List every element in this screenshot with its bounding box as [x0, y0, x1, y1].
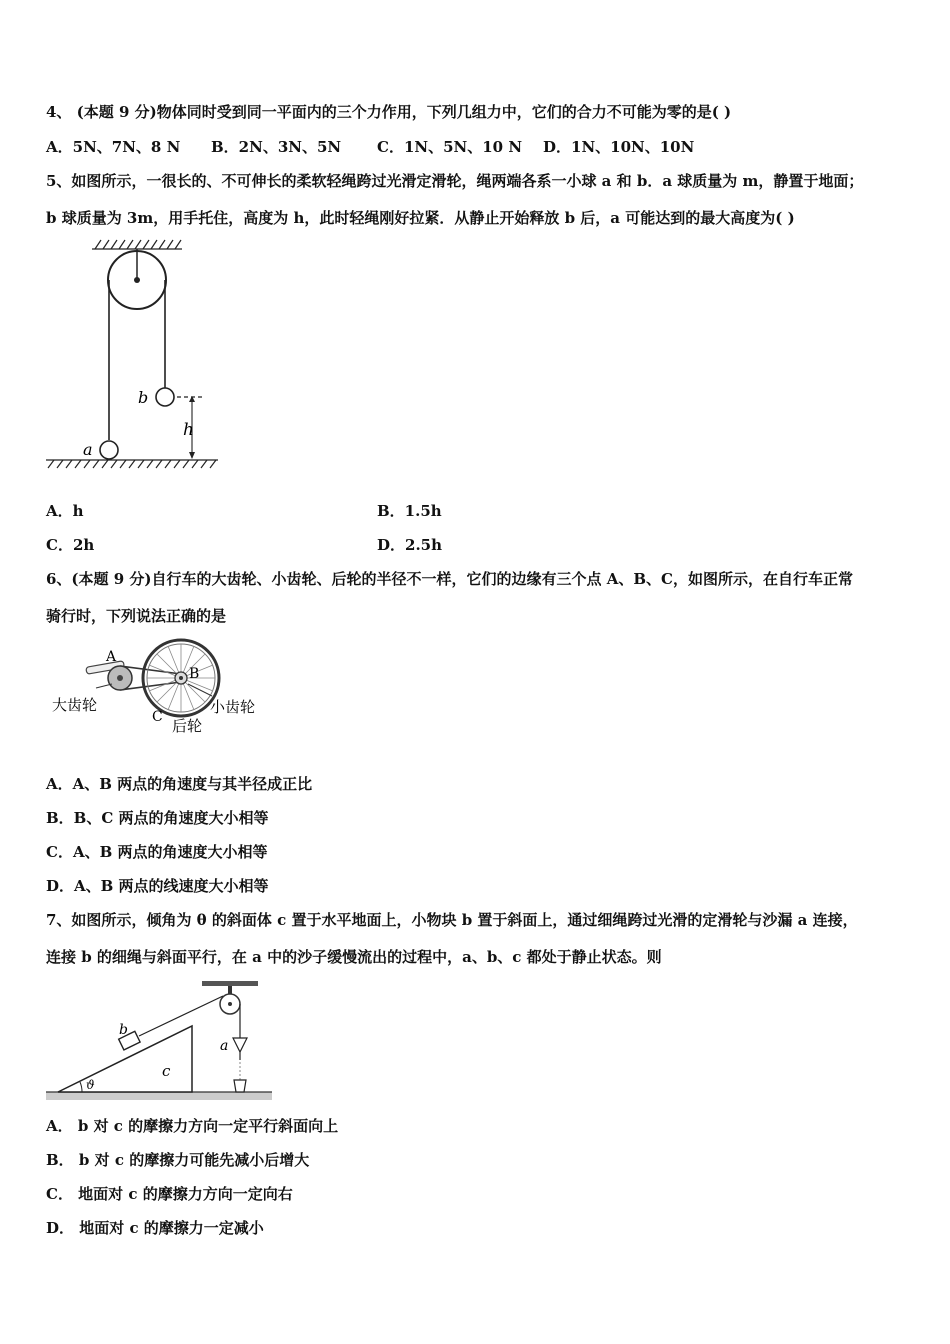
q6-stem-line2: 骑行时，下列说法正确的是 — [46, 607, 227, 625]
q5-ceiling — [92, 240, 182, 249]
q5-pulley-figure — [40, 236, 225, 476]
q7-option-a: A． b 对 c 的摩擦力方向一定平行斜面向上 — [46, 1117, 339, 1135]
q5-ground — [46, 460, 218, 468]
q5-option-d: D．2.5h — [377, 536, 443, 554]
q7-label-b: b — [119, 1022, 128, 1038]
q5-option-a: A．h — [46, 502, 84, 520]
q7-label-a: a — [220, 1038, 229, 1054]
q4-option-d: D．1N、10N、10N — [543, 138, 695, 156]
q7-incline-figure — [44, 976, 276, 1106]
q6-option-b: B．B、C 两点的角速度大小相等 — [46, 809, 269, 827]
q4-stem: 4、 (本题 9 分)物体同时受到同一平面内的三个力作用，下列几组力中，它们的合力不可能为零的是( ) — [46, 103, 732, 121]
q7-ground — [46, 1092, 272, 1100]
q7-label-c: c — [162, 1062, 171, 1080]
q5-option-b: B．1.5h — [377, 502, 442, 520]
q7-option-d: D． 地面对 c 的摩擦力一定减小 — [46, 1219, 264, 1237]
q4-option-c: C．1N、5N、10 N — [377, 138, 523, 156]
q6-stem-line1: 6、(本题 9 分)自行车的大齿轮、小齿轮、后轮的半径不一样，它们的边缘有三个点 A、B、C，如图所示，在自行车正常 — [46, 570, 853, 588]
q6-label-c: C — [152, 709, 163, 725]
q6-rear-wheel-label: 后轮 — [172, 717, 203, 735]
q6-option-d: D．A、B 两点的线速度大小相等 — [46, 877, 269, 895]
q5-label-a: a — [83, 440, 93, 459]
q5-stem-line2: b 球质量为 3m，用手托住，高度为 h，此时轻绳刚好拉紧．从静止开始释放 b 后，a 可能达到的最大高度为( ) — [46, 209, 795, 227]
q6-bicycle-figure — [48, 636, 278, 746]
q5-stem-line1: 5、如图所示，一很长的、不可伸长的柔软轻绳跨过光滑定滑轮，绳两端各系一小球 a 和 b．a 球质量为 m，静置于地面； — [46, 172, 864, 190]
q6-option-a: A．A、B 两点的角速度与其半径成正比 — [46, 775, 313, 793]
q7-funnel-a — [233, 1038, 247, 1052]
q5-ball-a — [100, 441, 118, 459]
q7-stem-line1: 7、如图所示，倾角为 θ 的斜面体 c 置于水平地面上，小物块 b 置于斜面上，通过细绳跨过光滑的定滑轮与沙漏 a 连接， — [46, 911, 858, 929]
q7-label-theta: ϑ — [86, 1078, 95, 1092]
q5-ball-b — [156, 388, 174, 406]
q7-stem-line2: 连接 b 的细绳与斜面平行，在 a 中的沙子缓慢流出的过程中，a、b、c 都处于静止状态。则 — [46, 948, 662, 966]
q7-cup — [234, 1080, 246, 1092]
q5-label-b: b — [138, 388, 149, 407]
q7-option-b: B． b 对 c 的摩擦力可能先减小后增大 — [46, 1151, 310, 1169]
q7-option-c: C． 地面对 c 的摩擦力方向一定向右 — [46, 1185, 293, 1203]
q5-label-h: h — [183, 420, 194, 440]
q6-label-b: B — [189, 666, 200, 682]
q5-option-c: C．2h — [46, 536, 95, 554]
q6-label-a: A — [106, 649, 117, 665]
q4-option-b: B．2N、3N、5N — [211, 138, 342, 156]
q6-option-c: C．A、B 两点的角速度大小相等 — [46, 843, 268, 861]
q4-option-a: A．5N、7N、8 N — [46, 138, 181, 156]
q6-small-gear-label: 小齿轮 — [210, 698, 256, 716]
q6-big-gear-label: 大齿轮 — [52, 696, 98, 714]
q7-ceiling — [202, 981, 258, 986]
